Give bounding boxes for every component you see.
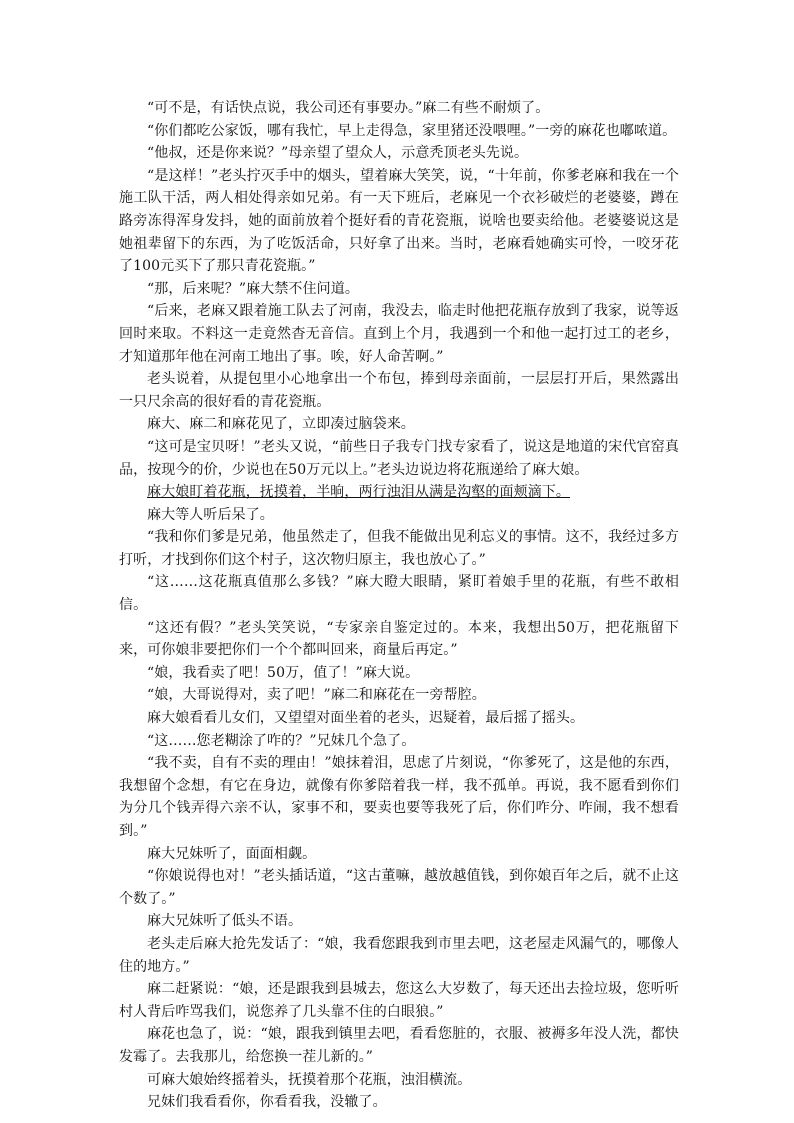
paragraph-7: 老头说着，从提包里小心地拿出一个布包，捧到母亲面前，一层层打开后，果然露出一只尺余高的很好看的青花瓷瓶。 xyxy=(119,371,679,410)
paragraph-12: “我和你们爹是兄弟，他虽然走了，但我不能做出见利忘义的事情。这不，我经过多方打听，才找到你们这个村子，这次物归原主，我也放心了。” xyxy=(119,529,679,568)
paragraph-21: “你娘说得也对！”老头插话道，“这古董嘛，越放越值钱，到你娘百年之后，就不止这个数了。” xyxy=(119,868,679,907)
paragraph-6: “后来，老麻又跟着施工队去了河南，我没去，临走时他把花瓶存放到了我家，说等返回时来取。不料这一走竟然杳无音信。直到上个月，我遇到一个和他一起打过工的老乡，才知道那年他在河南工地出了事。唉，好人命苦啊。” xyxy=(119,303,679,365)
paragraph-8: 麻大、麻二和麻花见了，立即凑过脑袋来。 xyxy=(147,416,415,433)
paragraph-20: 麻大兄妹听了，面面相觑。 xyxy=(147,845,317,862)
paragraph-3: “他叔，还是你来说？”母亲望了望众人，示意秃顶老头先说。 xyxy=(147,145,529,162)
paragraph-19: “我不卖，自有不卖的理由！”娘抹着泪，思虑了片刻说，“你爹死了，这是他的东西，我想留个念想，有它在身边，就像有你爹陪着我一样，我不孤单。再说，我不愿看到你们为分几个钱弄得六亲不认，家事不和，要卖也要等我死了后，你们咋分、咋闹，我不想看到。” xyxy=(119,755,679,839)
underlined-sentence: 麻大娘盯着花瓶，抚摸着，半晌，两行浊泪从满是沟壑的面颊滴下。 xyxy=(147,484,570,501)
paragraph-4: “是这样！”老头拧灭手中的烟头，望着麻大笑笑，说，“十年前，你爹老麻和我在一个施工队干活，两人相处得亲如兄弟。有一天下班后，老麻见一个衣衫破烂的老婆婆，蹲在路旁冻得浑身发抖，她的面前放着个挺好看的青花瓷瓶，说啥也要卖给他。老婆婆说这是她祖辈留下的东西，为了吃饭活命，只好拿了出来。当时，老麻看她确实可怜，一咬牙花了100元买下了那只青花瓷瓶。” xyxy=(119,167,679,275)
paragraph-26: 可麻大娘始终摇着头，抚摸着那个花瓶，浊泪横流。 xyxy=(147,1071,472,1088)
paragraph-15: “娘，我看卖了吧！50万，值了！”麻大说。 xyxy=(147,664,420,681)
paragraph-27: 兄妹们我看看你，你看看我，没辙了。 xyxy=(147,1094,387,1111)
paragraph-13: “这……这花瓶真值那么多钱？”麻大瞪大眼睛，紧盯着娘手里的花瓶，有些不敢相信。 xyxy=(119,574,679,614)
paragraph-5: “那，后来呢？”麻大禁不住问道。 xyxy=(147,280,359,297)
paragraph-22: 麻大兄妹听了低头不语。 xyxy=(147,913,303,930)
paragraph-17: 麻大娘看看儿女们，又望望对面坐着的老头，迟疑着，最后摇了摇头。 xyxy=(147,710,585,727)
paragraph-25: 麻花也急了，说：“娘，跟我到镇里去吧，看看您脏的，衣服、被褥多年没人洗，都快发霉了。去我那儿，给您换一茬儿新的。” xyxy=(119,1026,679,1065)
underlined-paragraph xyxy=(119,481,679,504)
paragraph-2: “你们都吃公家饭，哪有我忙，早上走得急，家里猪还没喂哩。”一旁的麻花也嘟哝道。 xyxy=(147,122,677,139)
paragraph-14: “这还有假？”老头笑笑说，“专家亲自鉴定过的。本来，我想出50万，把花瓶留下来，可你娘非要把你们一个个都叫回来，商量后再定。” xyxy=(119,619,679,659)
paragraph-1: “可不是，有话快点说，我公司还有事要办。”麻二有些不耐烦了。 xyxy=(147,100,550,116)
story-page xyxy=(119,97,679,1114)
paragraph-11: 麻大等人听后呆了。 xyxy=(147,506,274,523)
paragraph-9: “这可是宝贝呀！”老头又说，“前些日子我专门找专家看了，说这是地道的宋代官窑真品，按现今的价，少说也在50万元以上。”老头边说边将花瓶递给了麻大娘。 xyxy=(119,438,679,478)
paragraph-24: 麻二赶紧说：“娘，还是跟我到县城去，您这么大岁数了，每天还出去捡垃圾，您听听村人背后咋骂我们，说您养了几头靠不住的白眼狼。” xyxy=(119,981,679,1020)
paragraph-16: “娘，大哥说得对，卖了吧！”麻二和麻花在一旁帮腔。 xyxy=(147,687,486,704)
paragraph-18: “这……您老糊涂了咋的？”兄妹几个急了。 xyxy=(147,732,416,749)
paragraph-23: 老头走后麻大抢先发话了：“娘，我看您跟我到市里去吧，这老屋走风漏气的，哪像人住的地方。” xyxy=(119,935,679,975)
